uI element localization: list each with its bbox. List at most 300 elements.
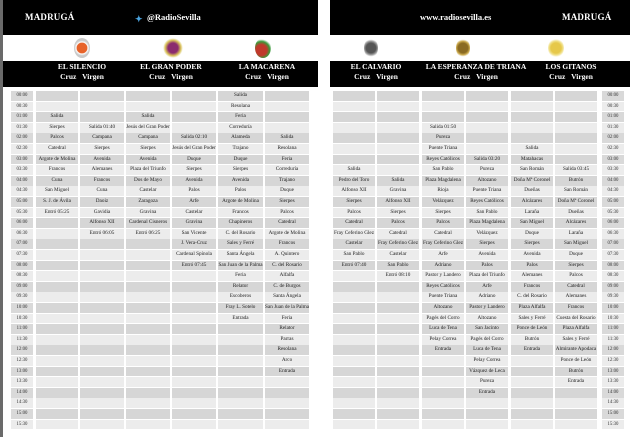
time-label: 02:00 — [11, 133, 33, 143]
route-cell — [36, 367, 78, 377]
table-row — [330, 314, 630, 325]
route-cell — [333, 271, 375, 281]
route-cell: Almirante Apodaca — [555, 345, 597, 355]
route-cell — [422, 398, 464, 408]
time-label: 00:30 — [602, 102, 624, 112]
time-label: 12:30 — [11, 356, 33, 366]
time-label: 04:30 — [602, 186, 624, 196]
table-row — [330, 261, 630, 272]
route-cell: Alfonso XII — [333, 186, 375, 196]
route-cell: C. de Burgos — [265, 282, 309, 292]
table-row — [3, 218, 318, 229]
route-cell — [80, 409, 124, 419]
time-label: 05:30 — [11, 208, 33, 218]
route-cell: Vázquez de Leca — [466, 367, 508, 377]
route-cell — [333, 123, 375, 133]
route-cell: Plaza del Triunfo — [466, 271, 508, 281]
route-cell: Catedral — [36, 144, 78, 154]
route-cell: San Miguel — [36, 186, 78, 196]
route-cell: Castelar — [172, 208, 216, 218]
route-cell — [126, 345, 170, 355]
route-cell: Francos — [265, 239, 309, 249]
route-cell — [333, 282, 375, 292]
brotherhood-header-right — [330, 61, 630, 87]
route-cell: Plaza Magdalena — [466, 218, 508, 228]
route-cell: Palcos — [36, 133, 78, 143]
route-cell: Sierpes — [172, 165, 216, 175]
route-cell: Palcos — [377, 218, 419, 228]
route-cell: Ponce de León — [511, 324, 553, 334]
table-row — [330, 144, 630, 155]
route-cell — [555, 420, 597, 430]
route-cell — [333, 102, 375, 112]
route-cell — [218, 345, 263, 355]
time-label: 04:00 — [602, 176, 624, 186]
route-cell: Palos — [218, 186, 263, 196]
route-cell — [126, 420, 170, 430]
table-row — [3, 345, 318, 356]
route-cell: San Pablo — [466, 208, 508, 218]
route-cell: Sierpes — [333, 197, 375, 207]
time-label: 09:00 — [11, 282, 33, 292]
route-cell: C. del Rosario — [511, 292, 553, 302]
route-cell — [377, 165, 419, 175]
route-cell: Zaragoza — [126, 197, 170, 207]
route-cell: Salida — [126, 112, 170, 122]
route-cell: Sierpes — [511, 239, 553, 249]
route-cell: Entró 08:10 — [377, 271, 419, 281]
table-row — [330, 409, 630, 420]
table-row — [330, 218, 630, 229]
gran-poder-crest-icon — [163, 38, 183, 58]
route-cell: San Pablo — [422, 165, 464, 175]
route-cell: Catedral — [422, 229, 464, 239]
table-row — [3, 324, 318, 335]
brotherhood-name: LA MACARENA — [238, 62, 296, 71]
route-cell: Castelar — [126, 186, 170, 196]
route-cell — [555, 102, 597, 112]
route-cell: Sierpes — [466, 239, 508, 249]
table-row — [330, 420, 630, 431]
route-cell — [36, 356, 78, 366]
cruz-virgen-label: Cruz Virgen — [149, 72, 193, 81]
calvario-crest-icon — [364, 38, 378, 58]
route-cell — [36, 335, 78, 345]
route-cell: Butrón — [555, 367, 597, 377]
route-cell: Alemanes — [511, 271, 553, 281]
route-cell — [333, 91, 375, 101]
route-cell — [377, 102, 419, 112]
brotherhood-name: EL SILENCIO — [57, 62, 107, 71]
time-label: 13:30 — [11, 377, 33, 387]
time-label: 00:00 — [11, 91, 33, 101]
website-link[interactable]: www.radiosevilla.es — [420, 12, 492, 22]
time-label: 14:30 — [602, 398, 624, 408]
route-cell — [265, 388, 309, 398]
route-cell: Avenida — [218, 176, 263, 186]
route-cell: San Pablo — [377, 261, 419, 271]
time-label: 05:00 — [602, 197, 624, 207]
time-label: 01:30 — [602, 123, 624, 133]
route-cell: Cardenal Cisneros — [126, 218, 170, 228]
route-cell — [126, 91, 170, 101]
route-cell — [333, 409, 375, 419]
route-cell: Adriano — [466, 292, 508, 302]
route-cell: Pelay Correa — [466, 356, 508, 366]
route-cell: Alcázares — [511, 197, 553, 207]
route-cell: A. Quintero — [265, 250, 309, 260]
route-cell — [333, 356, 375, 366]
route-cell: Arfe — [422, 250, 464, 260]
route-cell: Entró 07:45 — [172, 261, 216, 271]
time-label: 12:00 — [11, 345, 33, 355]
route-cell — [36, 388, 78, 398]
table-row — [330, 91, 630, 102]
route-cell — [466, 398, 508, 408]
route-cell: Altozano — [466, 176, 508, 186]
table-row — [330, 208, 630, 219]
route-cell: Pureza — [422, 133, 464, 143]
route-cell: Campana — [80, 133, 124, 143]
route-cell: Feria — [218, 271, 263, 281]
route-cell: Resolana — [265, 144, 309, 154]
route-cell: Avenida — [172, 176, 216, 186]
route-cell — [422, 91, 464, 101]
route-cell — [126, 102, 170, 112]
time-label: 11:00 — [602, 324, 624, 334]
route-cell: Pureza — [466, 165, 508, 175]
time-label: 04:00 — [11, 176, 33, 186]
route-cell: Luca de Tena — [466, 345, 508, 355]
route-cell — [422, 112, 464, 122]
route-cell: San Juan de la Palma — [265, 303, 309, 313]
time-label: 05:30 — [602, 208, 624, 218]
route-cell — [126, 377, 170, 387]
table-row — [330, 133, 630, 144]
route-cell — [422, 377, 464, 387]
route-cell — [422, 367, 464, 377]
route-cell — [333, 398, 375, 408]
macarena-crest-icon — [255, 38, 271, 58]
time-label: 06:30 — [11, 229, 33, 239]
time-label: 00:30 — [11, 102, 33, 112]
table-row — [3, 356, 318, 367]
time-label: 12:00 — [602, 345, 624, 355]
table-row — [3, 420, 318, 431]
table-row — [330, 398, 630, 409]
route-cell — [377, 335, 419, 345]
route-cell: Trajano — [265, 176, 309, 186]
route-cell: Avenida — [126, 155, 170, 165]
route-cell — [265, 420, 309, 430]
route-cell: Santa Ángela — [265, 292, 309, 302]
route-cell: Cuna — [36, 176, 78, 186]
route-cell — [36, 250, 78, 260]
crest-row-left — [3, 35, 318, 61]
time-label: 06:00 — [11, 218, 33, 228]
route-cell — [466, 112, 508, 122]
route-cell — [555, 91, 597, 101]
route-cell: Relator — [218, 282, 263, 292]
route-cell: Pagés del Corro — [466, 335, 508, 345]
route-cell — [172, 388, 216, 398]
brotherhood-calvario — [340, 62, 412, 81]
route-cell: Fray L. Sotelo — [218, 303, 263, 313]
route-cell: Sierpes — [377, 208, 419, 218]
route-cell — [333, 155, 375, 165]
route-cell: Luca de Tena — [422, 324, 464, 334]
cruz-virgen-label: Cruz Virgen — [354, 72, 398, 81]
table-row — [3, 271, 318, 282]
route-cell: Catedral — [377, 229, 419, 239]
route-cell: Gravina — [377, 186, 419, 196]
time-label: 14:00 — [602, 388, 624, 398]
route-cell — [172, 409, 216, 419]
route-cell — [511, 123, 553, 133]
route-cell: Plaza Alfalfa — [555, 324, 597, 334]
page-title-left: MADRUGÁ — [25, 12, 75, 22]
route-cell: Velázquez — [466, 229, 508, 239]
route-cell: Francos — [555, 303, 597, 313]
page-title-right: MADRUGÁ — [562, 12, 612, 22]
route-cell — [511, 420, 553, 430]
table-row — [330, 229, 630, 240]
route-cell — [377, 144, 419, 154]
route-cell — [80, 292, 124, 302]
table-row — [3, 123, 318, 134]
route-cell: Altozano — [422, 303, 464, 313]
brotherhood-gran-poder — [135, 62, 207, 81]
route-cell: Sierpes — [80, 144, 124, 154]
route-cell: Resolana — [218, 102, 263, 112]
route-cell — [333, 303, 375, 313]
route-cell: Salida 01:50 — [422, 123, 464, 133]
table-row — [3, 282, 318, 293]
table-row — [3, 229, 318, 240]
time-label: 02:30 — [602, 144, 624, 154]
time-label: 04:30 — [11, 186, 33, 196]
route-cell: Entrada — [265, 367, 309, 377]
table-row — [3, 112, 318, 123]
time-label: 02:30 — [11, 144, 33, 154]
route-cell: Castelar — [377, 250, 419, 260]
time-label: 09:30 — [11, 292, 33, 302]
route-cell — [80, 112, 124, 122]
route-cell — [377, 398, 419, 408]
cruz-virgen-label: Cruz Virgen — [60, 72, 104, 81]
brotherhood-gitanos — [536, 62, 606, 81]
route-cell: Alcázares — [555, 218, 597, 228]
time-label: 10:30 — [602, 314, 624, 324]
route-cell — [80, 335, 124, 345]
route-cell — [172, 398, 216, 408]
route-cell: C. del Rosario — [265, 261, 309, 271]
route-cell — [333, 133, 375, 143]
route-cell: C. del Rosario — [218, 229, 263, 239]
route-cell: Entró 06:25 — [126, 229, 170, 239]
route-cell — [36, 229, 78, 239]
route-cell — [80, 303, 124, 313]
route-cell: Entrada — [511, 345, 553, 355]
route-cell: Avenida — [466, 250, 508, 260]
time-label: 07:00 — [11, 239, 33, 249]
route-cell — [36, 239, 78, 249]
route-cell — [36, 271, 78, 281]
route-cell — [126, 292, 170, 302]
silencio-crest-icon — [74, 38, 90, 58]
route-cell — [218, 420, 263, 430]
route-cell: Feria — [265, 314, 309, 324]
time-label: 06:00 — [602, 218, 624, 228]
route-cell: Velázquez — [422, 197, 464, 207]
route-cell: Fray Ceferino Glez — [422, 239, 464, 249]
time-label: 10:30 — [11, 314, 33, 324]
route-cell — [218, 409, 263, 419]
route-cell — [422, 420, 464, 430]
route-cell: San Pablo — [333, 250, 375, 260]
route-cell — [172, 282, 216, 292]
time-label: 07:30 — [602, 250, 624, 260]
route-cell: San Juan de la Palma — [218, 261, 263, 271]
route-cell — [333, 144, 375, 154]
route-cell: Alfalfa — [265, 271, 309, 281]
route-cell: San Miguel — [555, 239, 597, 249]
table-row — [330, 271, 630, 282]
route-cell — [377, 377, 419, 387]
time-label: 06:30 — [602, 229, 624, 239]
time-label: 13:30 — [602, 377, 624, 387]
crest-row-right — [330, 35, 630, 61]
route-cell: Sierpes — [126, 144, 170, 154]
route-cell: San Jacinto — [466, 324, 508, 334]
table-row — [3, 239, 318, 250]
table-row — [3, 303, 318, 314]
route-cell — [36, 324, 78, 334]
route-cell — [377, 409, 419, 419]
top-bar-right — [330, 0, 630, 35]
route-cell — [333, 420, 375, 430]
route-cell — [126, 282, 170, 292]
route-cell: Salida 01:40 — [80, 123, 124, 133]
route-cell — [511, 377, 553, 387]
route-cell — [333, 377, 375, 387]
route-cell — [80, 239, 124, 249]
route-cell — [377, 133, 419, 143]
route-cell: Francos — [80, 176, 124, 186]
twitter-handle[interactable] — [135, 12, 201, 25]
route-cell — [422, 356, 464, 366]
route-cell — [377, 112, 419, 122]
time-label: 11:30 — [602, 335, 624, 345]
route-cell: Argote de Molina — [218, 197, 263, 207]
route-cell — [126, 261, 170, 271]
route-cell — [377, 324, 419, 334]
route-cell — [555, 398, 597, 408]
route-cell: Arco — [265, 356, 309, 366]
time-label: 08:00 — [11, 261, 33, 271]
route-cell — [172, 345, 216, 355]
route-cell: Fray Ceferino Glez — [333, 229, 375, 239]
time-label: 00:00 — [602, 91, 624, 101]
route-cell — [126, 335, 170, 345]
route-cell — [466, 102, 508, 112]
route-cell — [377, 388, 419, 398]
route-cell: Doña Mª Coronel — [555, 197, 597, 207]
time-label: 01:00 — [11, 112, 33, 122]
time-label: 12:30 — [602, 356, 624, 366]
route-cell: Pagés del Corro — [422, 314, 464, 324]
table-row — [3, 388, 318, 399]
route-cell: Adriano — [422, 261, 464, 271]
table-row — [330, 250, 630, 261]
route-cell: Sales y Ferré — [511, 314, 553, 324]
route-cell — [218, 356, 263, 366]
table-row — [3, 367, 318, 378]
route-cell: Correduría — [265, 165, 309, 175]
time-label: 05:00 — [11, 197, 33, 207]
table-row — [3, 165, 318, 176]
table-row — [3, 335, 318, 346]
route-cell: Feria — [265, 155, 309, 165]
route-cell: Catedral — [333, 218, 375, 228]
route-cell: Sierpes — [218, 165, 263, 175]
table-row — [330, 197, 630, 208]
time-label: 07:30 — [11, 250, 33, 260]
route-cell: Palcos — [422, 218, 464, 228]
table-row — [330, 356, 630, 367]
route-cell — [466, 123, 508, 133]
route-cell: J. Vera-Cruz — [172, 239, 216, 249]
route-cell — [218, 398, 263, 408]
route-cell — [172, 367, 216, 377]
route-cell: Chapineros — [218, 218, 263, 228]
route-cell — [80, 388, 124, 398]
route-cell — [172, 102, 216, 112]
route-cell — [511, 409, 553, 419]
route-cell — [466, 144, 508, 154]
route-cell: Alemanes — [80, 165, 124, 175]
route-cell — [333, 345, 375, 355]
route-cell — [172, 324, 216, 334]
time-label: 03:30 — [11, 165, 33, 175]
route-cell — [265, 91, 309, 101]
route-cell: Palcos — [555, 271, 597, 281]
route-cell: Pastor y Landero — [466, 303, 508, 313]
table-row — [330, 388, 630, 399]
route-cell: Arfe — [172, 197, 216, 207]
table-row — [330, 239, 630, 250]
route-cell — [36, 314, 78, 324]
route-cell — [265, 398, 309, 408]
route-cell — [555, 155, 597, 165]
route-cell: Laraña — [511, 208, 553, 218]
route-cell: Alfonso XII — [377, 197, 419, 207]
time-label: 15:30 — [11, 420, 33, 430]
route-cell: San Miguel — [511, 218, 553, 228]
route-cell — [265, 102, 309, 112]
route-cell: Puente Triana — [422, 292, 464, 302]
route-cell — [555, 112, 597, 122]
route-cell: Entró 05:25 — [36, 208, 78, 218]
route-cell: Correduría — [218, 123, 263, 133]
cruz-virgen-label: Cruz Virgen — [454, 72, 498, 81]
time-label: 10:00 — [602, 303, 624, 313]
cruz-virgen-label: Cruz Virgen — [549, 72, 593, 81]
route-cell — [377, 155, 419, 165]
route-cell — [377, 420, 419, 430]
table-row — [3, 144, 318, 155]
right-page — [330, 0, 630, 437]
